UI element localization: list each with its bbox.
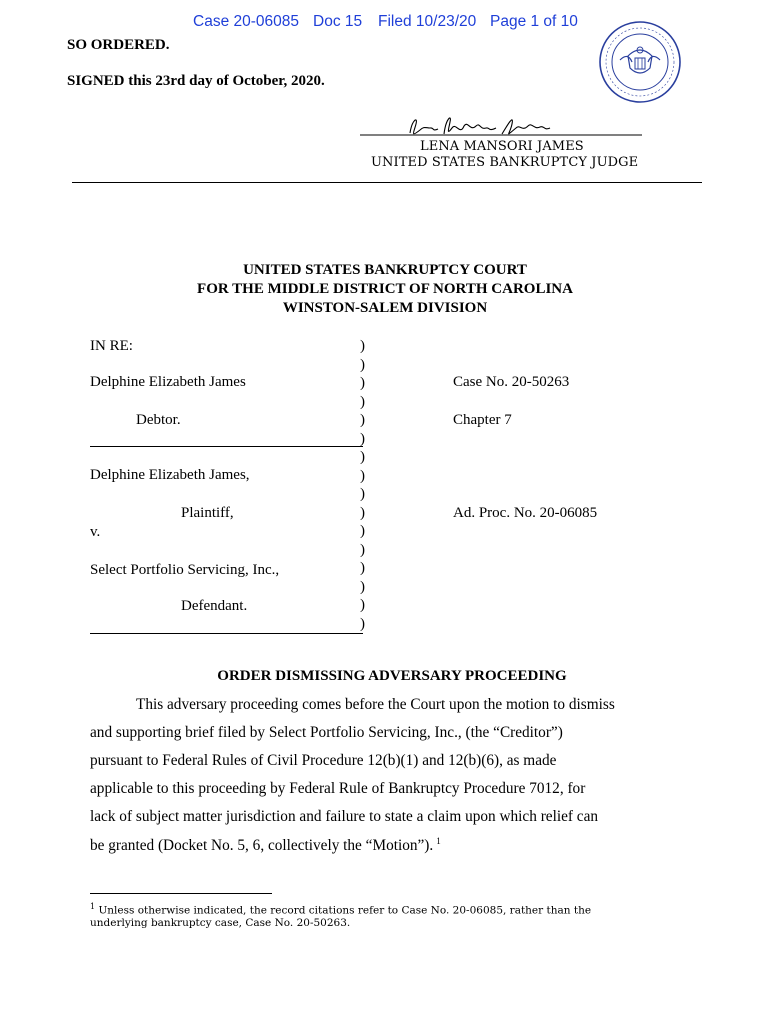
- footnote-reference[interactable]: 1: [436, 836, 441, 846]
- paren: ): [360, 449, 365, 465]
- signed-date-text: SIGNED this 23rd day of October, 2020.: [67, 73, 325, 89]
- paren: ): [360, 578, 365, 595]
- judge-name: LENA MANSORI JAMES: [420, 139, 584, 154]
- court-division: WINSTON-SALEM DIVISION: [282, 300, 488, 316]
- paren: ): [360, 541, 365, 558]
- debtor-name: Delphine Elizabeth James: [90, 374, 246, 390]
- footnote-line-2: underlying bankruptcy case, Case No. 20-50263.: [90, 917, 351, 929]
- in-re-label: IN RE:: [90, 338, 133, 354]
- order-line-3: pursuant to Federal Rules of Civil Procedure 12(b)(1) and 12(b)(6), as made: [90, 752, 557, 769]
- plaintiff-name: Delphine Elizabeth James,: [90, 467, 250, 483]
- judge-title: UNITED STATES BANKRUPTCY JUDGE: [371, 155, 639, 170]
- header-page: Page 1 of 10: [490, 13, 578, 30]
- footnote-marker: 1: [90, 902, 96, 911]
- paren: ): [360, 615, 365, 632]
- header-case: Case 20-06085: [193, 13, 299, 30]
- paren: ): [360, 430, 365, 447]
- caption-divider-1: [90, 446, 363, 447]
- footnote-text-1: Unless otherwise indicated, the record citations refer to Case No. 20-06085, rather than the: [98, 904, 592, 917]
- plaintiff-label: Plaintiff,: [181, 505, 234, 521]
- court-name: UNITED STATES BANKRUPTCY COURT: [243, 262, 527, 278]
- adversary-number: Ad. Proc. No. 20-06085: [453, 505, 598, 521]
- paren: ): [360, 597, 365, 613]
- order-line-1: This adversary proceeding comes before the Court upon the motion to dismiss: [136, 696, 615, 713]
- paren: ): [360, 356, 365, 373]
- order-line-6: [90, 836, 441, 855]
- footnote-divider: [90, 893, 272, 894]
- paren: ): [360, 504, 365, 521]
- debtor-label: Debtor.: [136, 412, 181, 428]
- order-line-5: lack of subject matter jurisdiction and failure to state a claim upon which relief can: [90, 808, 599, 825]
- paren: ): [360, 560, 365, 576]
- caption-divider-2: [90, 633, 363, 634]
- order-line-2: and supporting brief filed by Select Portfolio Servicing, Inc., (the “Creditor”): [90, 724, 563, 741]
- case-number: Case No. 20-50263: [453, 374, 570, 390]
- paren: ): [360, 393, 365, 410]
- defendant-label: Defendant.: [181, 598, 248, 614]
- paren: ): [360, 523, 365, 539]
- so-ordered-text: SO ORDERED.: [67, 37, 170, 53]
- header-filed: Filed 10/23/20: [378, 13, 477, 30]
- defendant-name: Select Portfolio Servicing, Inc.,: [90, 562, 280, 578]
- header-doc: Doc 15: [313, 13, 363, 30]
- footnote-line-1: [90, 902, 591, 917]
- paren: ): [360, 486, 365, 502]
- order-title: ORDER DISMISSING ADVERSARY PROCEEDING: [217, 668, 567, 684]
- court-seal-icon: [598, 20, 682, 104]
- paren: ): [360, 467, 365, 484]
- paren: ): [360, 338, 365, 354]
- order-line-6-text: be granted (Docket No. 5, 6, collectively the “Motion”).: [90, 837, 434, 855]
- court-district: FOR THE MIDDLE DISTRICT OF NORTH CAROLINA: [197, 281, 573, 297]
- signature-divider: [72, 182, 702, 183]
- chapter-number: Chapter 7: [453, 412, 512, 428]
- paren: ): [360, 412, 365, 428]
- paren: ): [360, 375, 365, 391]
- order-line-4: applicable to this proceeding by Federal Rule of Bankruptcy Procedure 7012, for: [90, 780, 586, 797]
- versus-label: v.: [90, 524, 101, 540]
